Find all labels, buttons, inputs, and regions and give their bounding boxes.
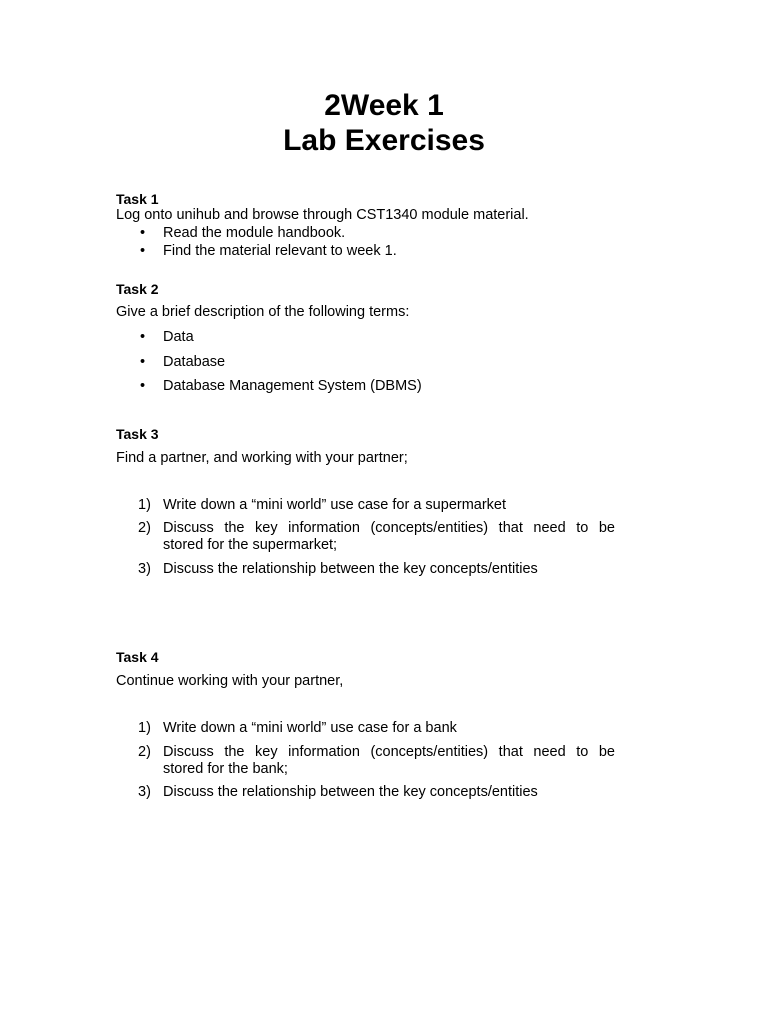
task3-item-1-text [163,497,615,514]
task4-item-3-number: 3) [138,784,151,800]
task4-intro: Continue working with your partner, [116,673,344,689]
bullet-marker: • [140,243,146,259]
task4-item-2-line1: Discuss the key information (concepts/entities) that need to be [163,744,615,760]
task4-item-1-number: 1) [138,720,151,736]
task4-item-1-text [163,720,615,737]
task4-heading: Task 4 [116,649,159,665]
document-title-line2: Lab Exercises [283,124,485,157]
task4-item-2-line2: stored for the bank; [163,761,288,777]
task1-heading: Task 1 [116,191,159,207]
task3-item-3-number: 3) [138,561,151,577]
task1-bullet-1: Read the module handbook. [163,225,346,241]
task4-item-3-line1: Discuss the relationship between the key concepts/entities [163,784,538,800]
task4-item-1-line1: Write down a “mini world” use case for a bank [163,720,457,736]
task2-intro: Give a brief description of the following terms: [116,304,410,320]
task2-bullet-3: Database Management System (DBMS) [163,378,422,394]
task3-item-1-line1: Write down a “mini world” use case for a supermarket [163,497,507,513]
bullet-marker: • [140,378,146,394]
task1-bullet-2: Find the material relevant to week 1. [163,243,397,259]
bullet-marker: • [140,329,146,345]
bullet-marker: • [140,225,146,241]
task2-bullet-1: Data [163,329,194,345]
bullet-marker: • [140,354,146,370]
task3-item-3-line1: Discuss the relationship between the key concepts/entities [163,561,538,577]
task4-item-3-text [163,784,615,801]
task1-intro: Log onto unihub and browse through CST1340 module material. [116,207,529,223]
task2-heading: Task 2 [116,281,159,297]
task3-item-1-number: 1) [138,497,151,513]
task3-item-2-line1: Discuss the key information (concepts/entities) that need to be [163,520,615,536]
task3-intro: Find a partner, and working with your partner; [116,450,408,466]
task3-item-2-line2: stored for the supermarket; [163,537,338,553]
task4-item-2-number: 2) [138,744,151,760]
task3-heading: Task 3 [116,426,159,442]
document-title-line1: 2Week 1 [324,89,444,122]
task2-bullet-2: Database [163,354,226,370]
task3-item-2-number: 2) [138,520,151,536]
task4-item-2-text [163,744,615,778]
task3-item-2-text [163,520,615,554]
task3-item-3-text [163,561,615,578]
